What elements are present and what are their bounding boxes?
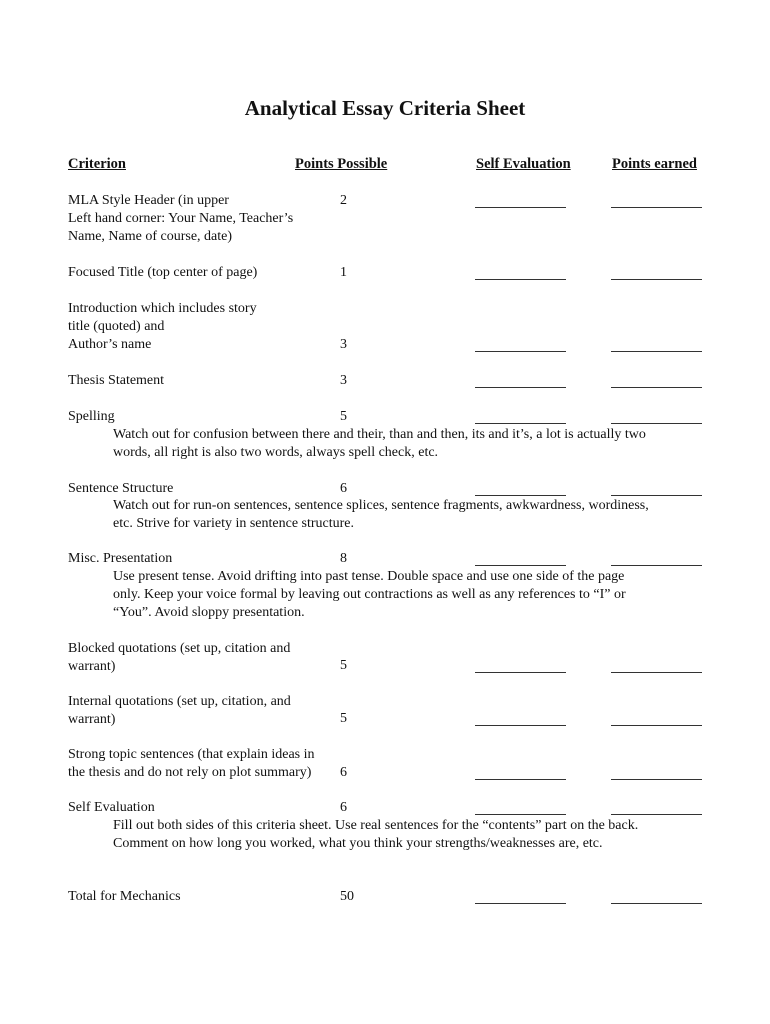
points-earned-blank[interactable] [611,207,702,208]
points-possible: 5 [340,409,347,424]
points-possible: 1 [340,265,347,280]
criterion-text: Thesis Statement [68,373,165,388]
points-earned-blank[interactable] [611,279,702,280]
points-possible: 50 [340,889,354,904]
criterion-text: MLA Style Header (in upper Left hand corner: Your Name, Teacher’s Name, Name of course, date) [68,193,294,244]
criterion-text: Self Evaluation [68,800,155,815]
points-earned-blank[interactable] [611,779,702,780]
header-points-possible: Points Possible [295,156,388,172]
criterion-text: Spelling [68,409,115,424]
points-earned-blank[interactable] [611,423,702,424]
header-points-earned: Points earned [612,156,697,172]
points-earned-blank[interactable] [611,387,702,388]
criterion-note: Watch out for confusion between there and their, than and then, its and it’s, a lot is actually two words, all right is also two words, always spell check, etc. [113,427,646,460]
criterion-note: Watch out for run-on sentences, sentence splices, sentence fragments, awkwardness, wordiness, etc. Strive for variety in sentence structure. [113,498,649,531]
self-evaluation-blank[interactable] [475,814,566,815]
points-earned-blank[interactable] [611,351,702,352]
criterion-text: Focused Title (top center of page) [68,265,258,280]
points-possible: 5 [340,711,347,726]
points-earned-blank[interactable] [611,495,702,496]
criterion-text: Misc. Presentation [68,551,173,566]
criterion-text: Sentence Structure [68,481,174,496]
points-possible: 3 [340,373,347,388]
points-possible: 2 [340,193,347,208]
self-evaluation-blank[interactable] [475,565,566,566]
criterion-note: Fill out both sides of this criteria sheet. Use real sentences for the “contents” part on the back. Comment on how long you worked, what you think your strengths/weaknesses are, etc. [113,818,639,851]
points-earned-blank[interactable] [611,814,702,815]
points-possible: 6 [340,800,347,815]
self-evaluation-blank[interactable] [475,495,566,496]
criterion-note: Use present tense. Avoid drifting into past tense. Double space and use one side of the page only. Keep your voice formal by leaving out contractions as well as any references to “I” or “You”. Avoid sloppy presentation. [113,569,626,620]
points-earned-blank[interactable] [611,565,702,566]
criterion-text: Internal quotations (set up, citation, and warrant) [68,694,291,727]
self-evaluation-blank[interactable] [475,779,566,780]
points-possible: 5 [340,658,347,673]
self-evaluation-blank[interactable] [475,672,566,673]
points-earned-blank[interactable] [611,725,702,726]
self-evaluation-blank[interactable] [475,387,566,388]
points-earned-blank[interactable] [611,672,702,673]
criterion-text: Blocked quotations (set up, citation and warrant) [68,641,291,674]
page-title: Analytical Essay Criteria Sheet [244,96,526,120]
points-possible: 3 [340,337,347,352]
header-self-evaluation: Self Evaluation [476,156,571,172]
self-evaluation-blank[interactable] [475,279,566,280]
self-evaluation-blank[interactable] [475,725,566,726]
criterion-text: Introduction which includes story title (quoted) and Author’s name [68,301,257,352]
criterion-text: Strong topic sentences (that explain ideas in the thesis and do not rely on plot summary) [68,747,315,780]
points-possible: 6 [340,481,347,496]
points-possible: 8 [340,551,347,566]
points-possible: 6 [340,765,347,780]
self-evaluation-blank[interactable] [475,423,566,424]
header-criterion: Criterion [68,156,126,172]
criterion-text: Total for Mechanics [68,889,181,904]
self-evaluation-blank[interactable] [475,903,566,904]
points-earned-blank[interactable] [611,903,702,904]
self-evaluation-blank[interactable] [475,351,566,352]
self-evaluation-blank[interactable] [475,207,566,208]
